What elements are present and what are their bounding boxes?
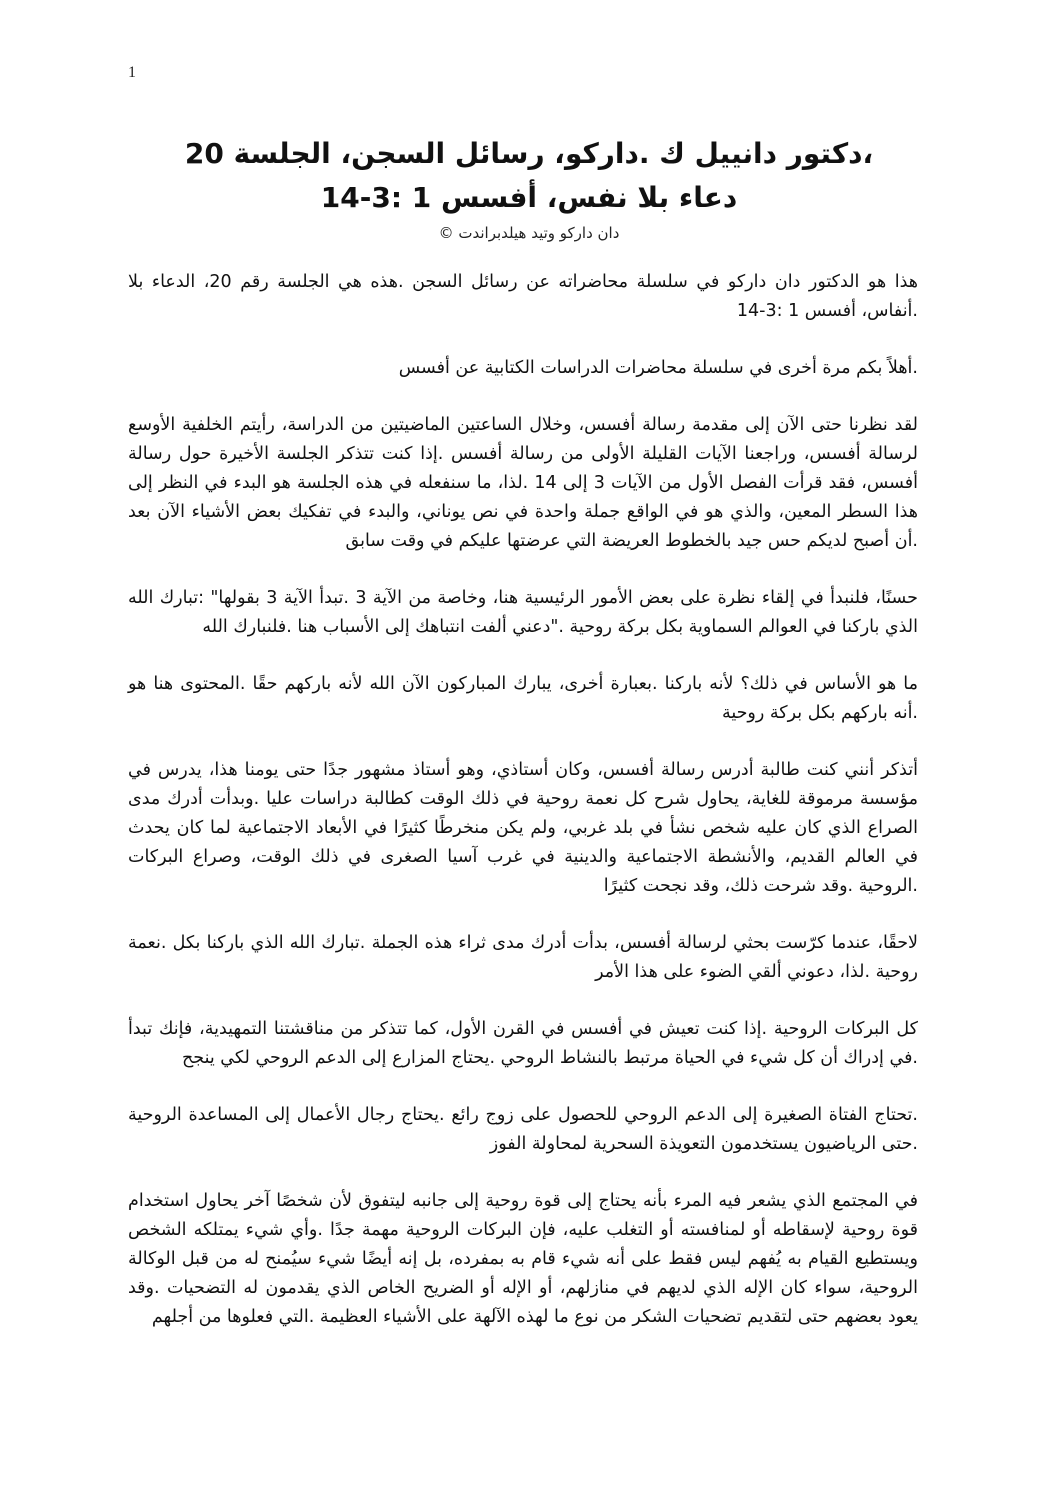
paragraph-5: ما هو الأساس في ذلك؟ لأنه باركنا .بعبارة أخرى، يبارك المباركون الآن الله لأنه باركهم حقًا .المحتوى هنا هو .أنه باركهم بكل بركة روحية [128,674,918,723]
paragraph-4: حسنًا، فلنبدأ في إلقاء نظرة على بعض الأمور الرئيسية هنا، وخاصة من الآية 3 .تبدأ الآية 3 بقولها" :تبارك الله الذي باركنا في العوالم السماوية بكل بركة روحية ."دعني ألفت انتباهك إلى الأسباب هنا .فلنبارك الله [128,588,918,637]
paragraph-2: .أهلاً بكم مرة أخرى في سلسلة محاضرات الدراسات الكتابية عن أفسس [398,358,918,378]
copyright-line: دان داركو وتيد هيلدبراندت © [438,224,620,242]
paragraph-10: في المجتمع الذي يشعر فيه المرء بأنه يحتاج إلى قوة روحية إلى جانبه ليتفوق لأن شخصًا آخر يحاول استخدام قوة روحية لإسقاطه أو لمنافسته أو التغلب عليه، فإن البركات الروحية مهمة جدًا .وأي شيء يمتلكه الشخص ويستطيع القيام به يُفهم ليس فقط على أنه شيء قام به بمفرده، بل إنه أيضًا شيء سيُمنح له من قبل الوكالة الروحية، سواء كان الإله الذي لديهم في منازلهم، أو الإله أو الضريح الخاص الذي يقدمون له التضحيات .وقد يعود بعضهم حتى لتقديم تضحيات الشكر من نوع ما لهذه الآلهة على الأشياء العظيمة .التي فعلوها من أجلهم [128,1191,918,1327]
document-body [128,268,918,1360]
document-header [140,132,918,244]
paragraph-6: أتذكر أنني كنت طالبة أدرس رسالة أفسس، وكان أستاذي، وهو أستاذ مشهور جدًا حتى يومنا هذا، يدرس في مؤسسة مرموقة للغاية، يحاول شرح كل نعمة روحية في ذلك الوقت كطالبة دراسات عليا .وبدأت أدرك مدى الصراع الذي كان عليه شخص نشأ في بلد غربي، ولم يكن منخرطًا كثيرًا في الأبعاد الاجتماعية لما كان يحدث في العالم القديم، والأنشطة الاجتماعية والدينية في غرب آسيا الصغرى في ذلك الوقت، وصراع البركات .الروحية .وقد شرحت ذلك، وقد نجحت كثيرًا [128,760,918,896]
title-line-2: دعاء بلا نفس، أفسس 1 :3-14 [320,181,738,214]
title-line-1: ،دكتور دانييل ك .داركو، رسائل السجن، الجلسة 20 [184,137,874,170]
paragraph-7: لاحقًا، عندما كرّست بحثي لرسالة أفسس، بدأت أدرك مدى ثراء هذه الجملة .تبارك الله الذي باركنا بكل .نعمة روحية .لذا، دعوني ألقي الضوء على هذا الأمر [128,933,918,982]
page-number: 1 [128,64,136,81]
paragraph-8: كل البركات الروحية .إذا كنت تعيش في أفسس في القرن الأول، كما تتذكر من مناقشتنا التمهيدية، فإنك تبدأ .في إدراك أن كل شيء في الحياة مرتبط بالنشاط الروحي .يحتاج المزارع إلى الدعم الروحي لكي ينجح [128,1019,918,1068]
paragraph-3: لقد نظرنا حتى الآن إلى مقدمة رسالة أفسس، وخلال الساعتين الماضيتين من الدراسة، رأيتم الخلفية الأوسع لرسالة أفسس، وراجعنا الآيات القليلة الأولى من رسالة أفسس .إذا كنت تتذكر الجلسة الأخيرة حول رسالة أفسس، فقد قرأت الفصل الأول من الآيات 3 إلى 14 .لذا، ما سنفعله في هذه الجلسة هو البدء في النظر إلى هذا السطر المعين، والذي هو في الواقع جملة واحدة في نص يوناني، والبدء في تفكيك بعض الأشياء الآن بعد .أن أصبح لديكم حس جيد بالخطوط العريضة التي عرضتها عليكم في وقت سابق [128,415,919,551]
paragraph-1: هذا هو الدكتور دان داركو في سلسلة محاضراته عن رسائل السجن .هذه هي الجلسة رقم 20، الدعاء بلا .أنفاس، أفسس 1 :3-14 [128,272,919,321]
paragraph-9: .تحتاج الفتاة الصغيرة إلى الدعم الروحي للحصول على زوج رائع .يحتاج رجال الأعمال إلى المساعدة الروحية .حتى الرياضيون يستخدمون التعويذة السحرية لمحاولة الفوز [128,1105,918,1154]
document-title [140,132,918,220]
